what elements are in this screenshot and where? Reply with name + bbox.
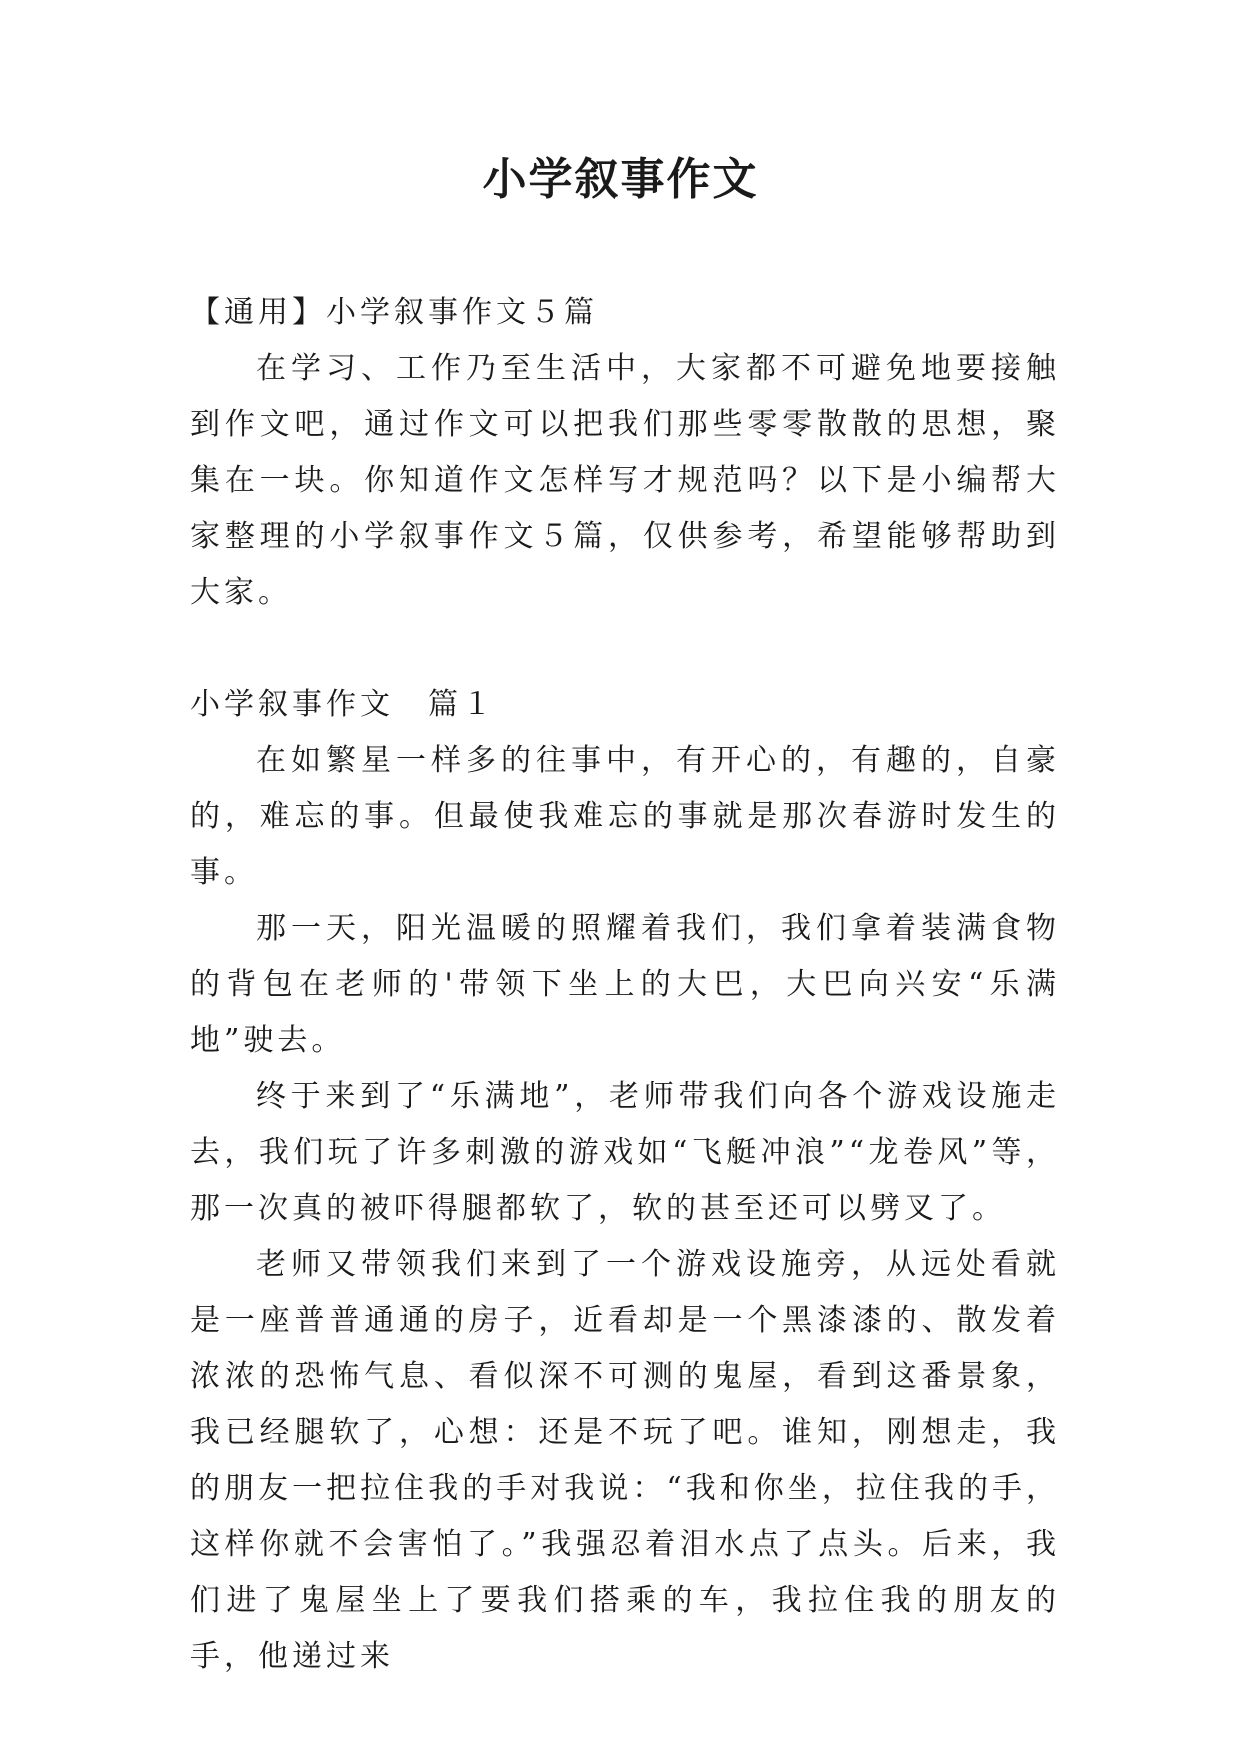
body-paragraph: 终于来到了“乐满地”，老师带我们向各个游戏设施走去，我们玩了许多刺激的游戏如“飞艇冲浪”“龙卷风”等，那一次真的被吓得腿都软了，软的甚至还可以劈叉了。: [190, 1079, 1060, 1226]
body-paragraph: 老师又带领我们来到了一个游戏设施旁，从远处看就是一座普普通通的房子，近看却是一个黑漆漆的、散发着浓浓的恐怖气息、看似深不可测的鬼屋，看到这番景象，我已经腿软了，心想：还是不玩了吧。谁知，刚想走，我的朋友一把拉住我的手对我说：“我和你坐，拉住我的手，这样你就不会害怕了。”我强忍着泪水点了点头。后来，我们进了鬼屋坐上了要我们搭乘的车，我拉住我的朋友的手，他递过来: [190, 1247, 1060, 1674]
body-paragraph: 在如繁星一样多的往事中，有开心的，有趣的，自豪的，难忘的事。但最使我难忘的事就是那次春游时发生的事。: [190, 743, 1060, 890]
document-subtitle: 【通用】小学叙事作文５篇: [190, 295, 598, 330]
document-title: 小学叙事作文: [482, 154, 759, 205]
section-title: 小学叙事作文 篇１: [190, 687, 496, 722]
document-body: [190, 285, 1060, 1685]
intro-paragraph: 在学习、工作乃至生活中，大家都不可避免地要接触到作文吧，通过作文可以把我们那些零零散散的思想，聚集在一块。你知道作文怎样写才规范吗？以下是小编帮大家整理的小学叙事作文５篇，仅供参考，希望能够帮助到大家。: [190, 351, 1060, 610]
body-paragraph: 那一天，阳光温暖的照耀着我们，我们拿着装满食物的背包在老师的'带领下坐上的大巴，大巴向兴安“乐满地”驶去。: [190, 911, 1060, 1058]
